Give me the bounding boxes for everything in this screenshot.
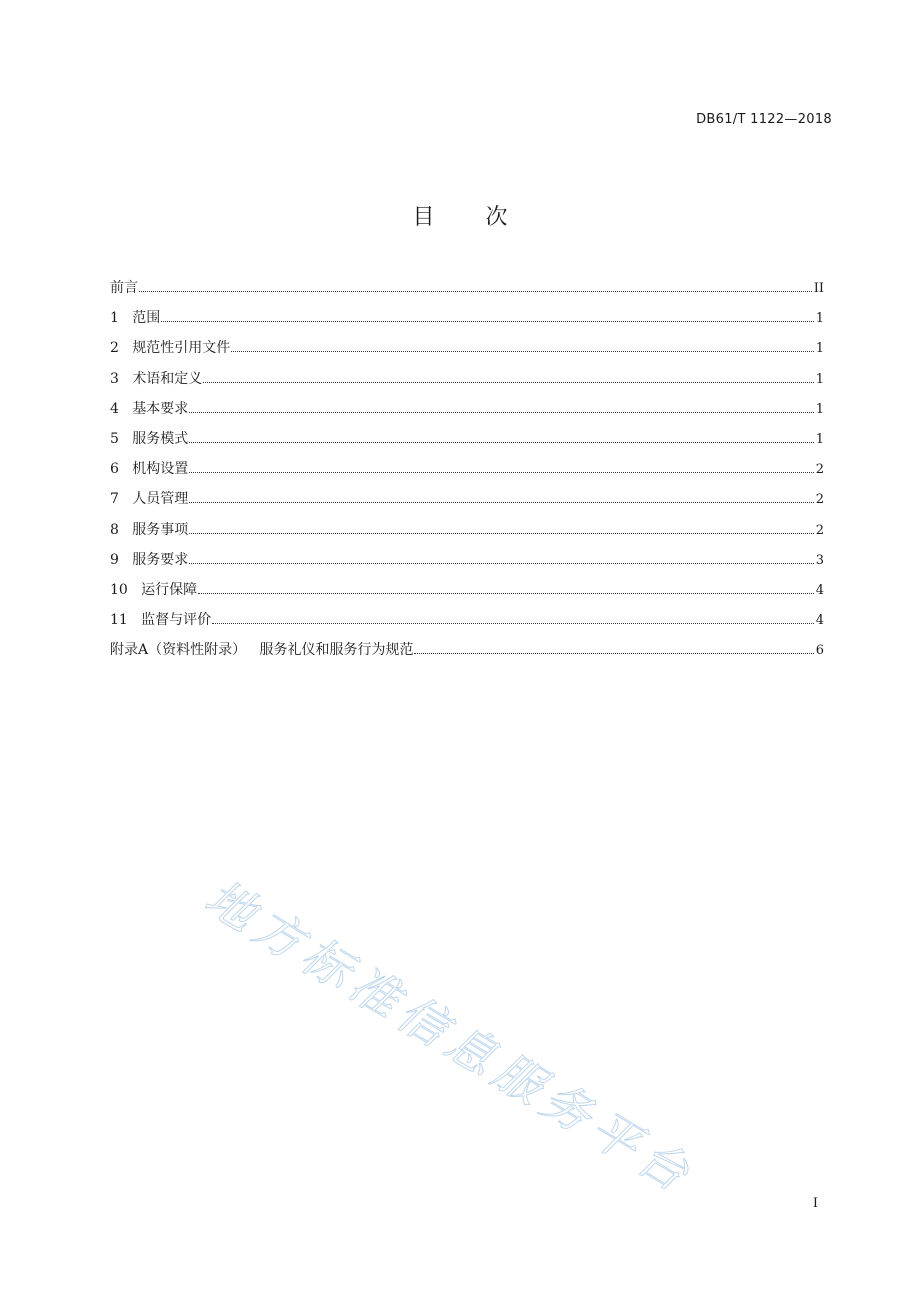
toc-entry-page: 2	[815, 522, 824, 538]
toc-entry-title: 服务要求	[132, 551, 189, 568]
toc-entry-number: 8	[110, 521, 133, 538]
standard-code: DB61/T 1122—2018	[696, 112, 832, 127]
toc-entry-title: 附录A（资料性附录） 服务礼仪和服务行为规范	[110, 642, 414, 659]
toc-entry-page: 1	[815, 341, 824, 357]
toc-entry-page: 1	[815, 431, 824, 447]
table-of-contents	[110, 278, 824, 670]
toc-leader-dots	[139, 291, 812, 292]
toc-entry-title: 人员管理	[132, 491, 189, 508]
toc-entry[interactable]	[110, 429, 824, 459]
watermark: 地方标准信息服务平台	[195, 869, 705, 1206]
toc-entry-title: 监督与评价	[141, 612, 212, 629]
toc-entry[interactable]	[110, 369, 824, 399]
toc-entry-number: 3	[110, 370, 133, 387]
toc-entry-number: 5	[110, 430, 133, 447]
toc-entry[interactable]	[110, 580, 824, 610]
toc-entry-page: 2	[815, 462, 824, 478]
toc-entry[interactable]	[110, 489, 824, 519]
toc-leader-dots	[414, 653, 813, 654]
toc-entry-page: 3	[815, 552, 824, 568]
toc-entry[interactable]	[110, 278, 824, 308]
toc-entry[interactable]	[110, 459, 824, 489]
toc-entry[interactable]	[110, 338, 824, 368]
toc-leader-dots	[189, 472, 813, 473]
toc-entry[interactable]	[110, 308, 824, 338]
toc-entry-number: 2	[110, 340, 133, 357]
toc-entry-page: 2	[815, 492, 824, 508]
toc-entry-number: 9	[110, 551, 133, 568]
toc-leader-dots	[189, 502, 813, 503]
toc-leader-dots	[189, 533, 813, 534]
toc-entry-number: 10	[110, 581, 142, 598]
toc-entry-number: 6	[110, 461, 133, 478]
toc-entry[interactable]	[110, 399, 824, 429]
toc-entry-number: 4	[110, 400, 133, 417]
toc-leader-dots	[161, 321, 813, 322]
page-number: I	[812, 1196, 818, 1211]
toc-entry[interactable]	[110, 520, 824, 550]
toc-entry-page: II	[813, 281, 824, 296]
toc-entry-page: 1	[815, 371, 824, 387]
toc-entry-title: 规范性引用文件	[132, 340, 231, 357]
toc-entry-page: 4	[815, 582, 824, 598]
toc-entry-page: 6	[815, 643, 824, 659]
toc-entry-number: 7	[110, 491, 133, 508]
toc-entry-title: 运行保障	[141, 581, 198, 598]
toc-entry-title: 基本要求	[132, 400, 189, 417]
toc-entry[interactable]	[110, 640, 824, 670]
toc-entry-title: 范围	[132, 310, 161, 327]
toc-entry-number: 11	[110, 612, 142, 629]
toc-entry-title: 前言	[110, 280, 138, 296]
toc-entry-page: 1	[815, 401, 824, 417]
toc-leader-dots	[198, 593, 814, 594]
toc-entry[interactable]	[110, 610, 824, 640]
toc-entry-title: 机构设置	[132, 461, 189, 478]
toc-leader-dots	[212, 623, 814, 624]
toc-entry-title: 术语和定义	[132, 370, 203, 387]
toc-leader-dots	[189, 563, 813, 564]
toc-entry-number: 1	[110, 310, 133, 327]
toc-entry[interactable]	[110, 550, 824, 580]
toc-entry-title: 服务事项	[132, 521, 189, 538]
toc-leader-dots	[189, 442, 813, 443]
toc-leader-dots	[189, 412, 813, 413]
toc-entry-page: 4	[815, 613, 824, 629]
page-title: 目 次	[412, 205, 508, 230]
toc-entry-page: 1	[815, 311, 824, 327]
toc-entry-title: 服务模式	[132, 430, 189, 447]
toc-leader-dots	[203, 382, 813, 383]
toc-leader-dots	[231, 351, 813, 352]
